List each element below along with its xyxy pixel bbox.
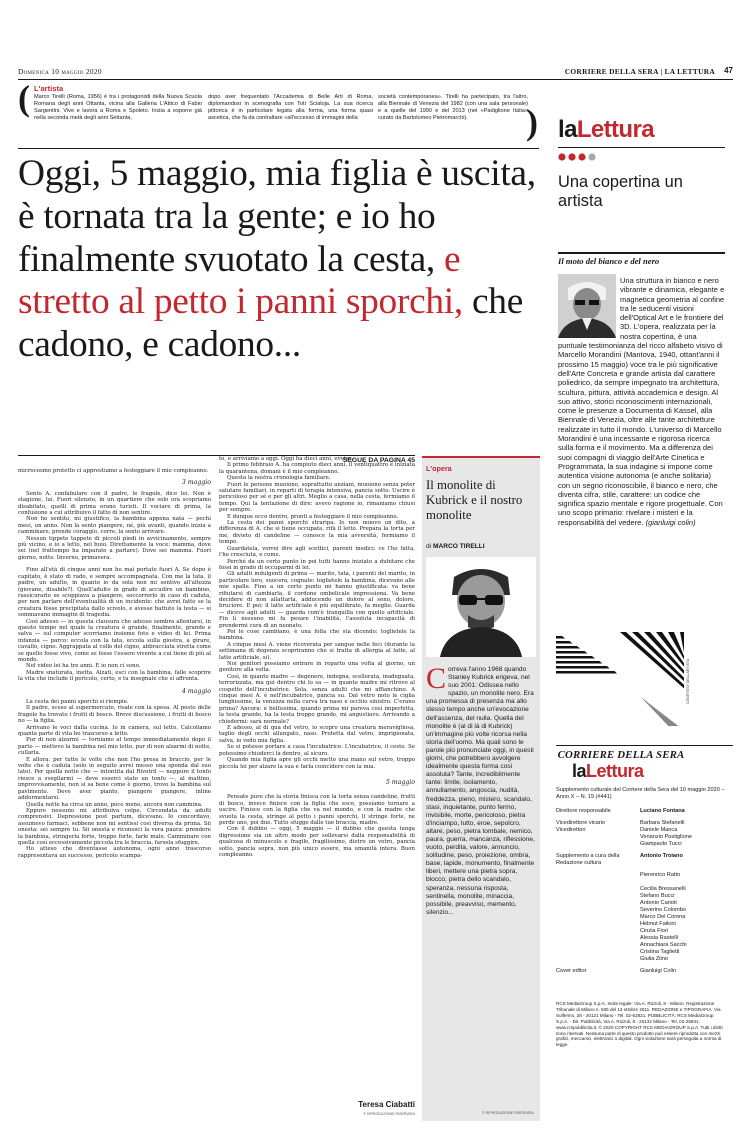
sidebar-logo-rule bbox=[558, 147, 725, 148]
opera-top-rule bbox=[422, 456, 540, 458]
sidebar-body: Una struttura in bianco e nero vibrante e dinamica, elegante e magnetica geometria al confine tra le seducenti visioni dell'Optical Art e le frontiere del 3D. L'opera, realizzata per la nostra copertina, è una puntuale testimonianza del ricco alfabeto visivo di Marcello Morandini (Mantova, 1940, ottant'anni il prossimo 15 maggio) voce tra le più significative dell'Arte Concreta e grande artista dal carattere poliedrico, da sempre impegnato tra architettura, scultura, pittura, attività accademica e design. Al suo attivo, storici riconoscimenti internazionali, come le presenze a Documenta di Kassel, alla Biennale di Venezia, oltre alle tante architetture realizzate in tutto il mondo. L'universo di Marcello Morandini è una incessante e rigorosa ricerca sulla forma e il movimento. Ma a differenza dei suoi compagni di viaggio dell'Arte Cinetica e Programmata, la sua indagine si impone come autentica visione autonoma (e anche solitaria) con un segno riconoscibile, il bianco e nero, che diventa cifra, stile, carattere: un codice che significa spazio mentale e rigore progettuale. Con uno scopo primario: rivelare i misteri e la responsabilità del vedere. (gianluigi colin) bbox=[558, 276, 725, 527]
sidebar-sub-rule bbox=[558, 252, 725, 254]
masthead-name: CORRIERE DELLA SERA bbox=[557, 749, 685, 761]
drop-cap: C bbox=[426, 662, 447, 695]
dateline: 3 maggio bbox=[181, 479, 211, 487]
masthead-roles bbox=[556, 808, 733, 980]
author-signature: Teresa Ciabatti bbox=[358, 1100, 415, 1109]
article-column-1: microcosmo protetto ci apprestiamo a festeggiare il mio compleanno. 3 maggio Sento A. confabulare con il padre, le fragole, dice lei. Non è stagione, lui. Fuori silenzio, in un quartiere che solo ora scopriamo disabitato, quelli di prima erano turisti. Il vociare di prima, la confusione a cui attribuivo il fatto di non sentire. Non ho sentito, mi giustifico, la bambina appena nata — pochi mesi, un anno. Non la sento piangere, né, più avanti, quando inizia a camminare, prende coraggio, corre, la sento arrivare. Nessun tippete tappete di piccoli piedi in avvicinamento, sempre più vicino, e io a letto, nel buio. Direttamente la voce: mamma, dove sei (nel frattempo ha imparato a parlare). Dove sei mamma. Fuori giorno, notte. Inverno, primavera. Fino all'età di cinque anni non ho mai portato fuori A. Se dopo è capitato, è stato di rado, e sempre accompagnata. Con me la tata, il padre, un adulto, in quanto io da sola non mi sentivo all'altezza (giovane, disabile?). Quell'adulto in grado di accudire un bambino, rassicurarlo se scoppiava a piangere, soccorrerlo in caso di caduta, per non parlare dell'eventualità di un incidente: che avrei fatto se la creatura fosse precipitata dallo scivolo, e avesse battuto la testa — si sommavano immagini di tragedia. Così adesso — in questa clausura che adesso sembra allentarsi, in questo tempo nel quale la creatura è grande, finalmente, grande e salva — sul computer scorriamo insieme foto e video di lei. Prima infanzia — parco: eccola con la tata, eccola sulla giostra, a girare, cavallo, cigno. Aggrappata al collo del cigno, abbracciata stretta come se quello fosse vivo, come se fosse l'essere vivente a cui tiene di più al mondo. Nel video lei ha tre anni. E io non ci sono. Madre snaturata, inetta. Alzati, esci con la bambina, falle scoprire la vita che include il pericolo, certo, e tu insegnale che si affronta. 4 maggio La cesta dei panni sporchi si riempie. Il padre, sceso al supermercato, risale con la spesa. Al posto delle fragole ha trovato i frutti di bosco. Breve discussione, i frutti di bosco no — la figlia. Arrivano le voci dalla cucina. Io in camera, sul letto. Calcoliamo quanta parte di vita ho trascorso a letto. Pur di non alzarmi — torniamo al tempo immediatamente dopo il parto — mettevo la bambina nel mio letto, pur di non alzarmi di notte, cullarla. E allora: per tutte le volte che non l'ho presa in braccio, per le volte che è caduta (solo in seguito avrei messo una sponda dal suo lato). Per quella notte che — intontita dal Rivotril — neppure il tonfo riesce a svegliarmi — deve esserci stato un tonfo —, al mattino, improvvisamente, non si sa bene come è giorno, trovo la bambina sul pavimento. Deve aver pianto, piangere piangere, inline addormentarsi. Quella notte ha circa un anno, poco meno, ancora non cammina. Eppure nessuno mi attribuiva colpe. Circondata da adulti comprensivi. Depressione post partum, dicevano. Io concordavo, assumevo farmaci, sebbene non mi sentissi così diversa da prima. Sii onesta: sei sempre tu. Sii onesta e riconosci la vera paura: prendere la bambina, stringerla forte, troppo forte, farle male. Camminare con quella così eccessivamente piccola tra le braccia, farsela sfuggire. Ho atteso che diventasse autonoma, ogni anno trascorso rappresentava un successo, pericolo scampa- bbox=[18, 468, 211, 859]
opera-text: Correva l'anno 1968 quando Stanley Kubrick erigeva, nel suo 2001: Odissea nello spazio, un monolite nero. Era una promessa di presenza ma allo stesso tempo anche un'evocazione dell'assenza, del nulla. Quella del monolite è (al di là di Kubrick) un'immagine più volte ricorsa nella storia dell'uomo. Ma quali sono le parole più pronunciate oggi, in questi giorni, che potrebbero avvolgere idealmente questa forma così assoluta? Tante, incredibilmente tante: limite, isolamento, annullamento, angoscia, nudità, freddezza, pieno, mistero, scandalo, stasi, inquietante, punto fermo, invisibile, morte, pericoloso, pietra d'inciampo, lutto, eroe, sepolcro, altare, peso, pietra tombale, nemico, paura, guerra, mancanza, riflessione, vuoto, perdita, valore, annuncio, solitudine, peso, proiezione, ombra, base, lapide, monumento, finalmente liberi, mettere una pietra sopra, blocco, pietra dello scandalo, speranza, nessuna risposta, sentinella, monolite, minaccia, possibile, preavviso, memento, silenzio... bbox=[426, 662, 535, 916]
header-date: Domenica 10 maggio 2020 bbox=[18, 67, 102, 76]
headline-tail: che cadono, e cadono... bbox=[18, 281, 523, 366]
opera-title: Il monolite di Kubrick e il nostro monolite bbox=[426, 478, 523, 522]
masthead-names: Antonio Troiano bbox=[640, 853, 683, 859]
masthead-role-row bbox=[556, 968, 733, 975]
artist-rule bbox=[18, 148, 539, 149]
opera-rights: © RIPRODUZIONE RISERVATA bbox=[482, 1111, 534, 1115]
quote-mark-open: ( bbox=[18, 78, 30, 118]
headline-red: e stretto al petto i panni sporchi, bbox=[18, 238, 463, 323]
headline bbox=[18, 153, 541, 367]
portrait-spacer bbox=[558, 276, 620, 340]
masthead-supplement: Supplemento culturale del Corriere della Sera del 10 maggio 2020 – Anno X – N. 19 (#441) bbox=[556, 787, 725, 800]
header-masthead: CORRIERE DELLA SERA | LA LETTURA bbox=[564, 67, 715, 76]
artist-col-2: dopo aver frequentato l'Accademia di Belle Arti di Roma, diplomandosi in scenografia con Toti Scialoja. La sua ricerca pittorica è in particolare legata alla forma, una forma quasi ascetica, che fa da contraltare «all'eccesso di immagini della bbox=[208, 94, 373, 121]
masthead-legal: RCS MediaGroup S.p.A. Sede legale: Via A. Rizzoli, 8 - Milano. Registrazione Tribunale di Milano n. 505 del 13 ottobre 2011. REDAZIONE e TIPOGRAFIA: Via Solferino, 28 - 20121 Milano - Tel. 02-62821. PUBBLICITÀ: RCS MediaGroup S.p.A. - Dir. Pubblicità, Via A. Rizzoli, 8 - 20132 Milano - Tel. 02-25841. www.rcspubblicita.it. © 2020 COPYRIGHT RCS MEDIAGROUP S.p.A. Tutti i diritti sono riservati. Nessuna parte di questo prodotto può essere riprodotta con mezzi grafici, meccanici, elettronici o digitali. Ogni violazione sarà perseguita a norma di legge. bbox=[556, 1001, 723, 1048]
cover-artwork bbox=[556, 632, 684, 726]
continuation-label: SEGUE DA PAGINA 45 bbox=[342, 457, 415, 464]
article-column-2: to, e arriviamo a oggi. Oggi ha dieci anni, evviva. Il primo febbraio A. ha compiuto dieci anni, il ventiquattro è iniziata la quarantena, domani è il mio compleanno. Questa la nostra cronologia familiare. Fuori le persone muoiono, soprattutto anziani, muoiono senza poter salutare familiari, in reparti di terapia intensiva, pancia sotto. Uscire è pericoloso per sé e per gli altri. Meglio a casa, nella cesta, fermiamo il tempo. Qui la tentazione di dire: avevo ragione io, rimaniamo chiusi per sempre. E dunque ecco dentro, pronti a festeggiare il mio compleanno. La cesta dei panni sporchi straripa. Io non muovo un dito, a differenza di A. che si tiene occupata, rifà il letto. Prepara la torta per me, divieto di candeline — conosce la mia avversità, fermiamo il tempo. Guardatela, vorrei dire agli scettici, parenti medici: ce l'ho fatta, l'ho cresciuta, e come. Perché da un certo punto in poi tutti hanno iniziato a dubitare che fossi in grado di occuparmi di lei. Gli adulti indulgenti di prima — marito, tata, i parenti del marito, in particolare loro, suocera, cognate: toglietele la bambina, dicevano alle mie spalle. Fino a un certo punto mi hanno giustificata: va bene rifiutarsi di cambiarla, il cordone ombelicale impressiona. Va bene decidere di non allattarla, adducendo un dolore al seno, dolore, bruciore. E poi: il latte artificiale è più equilibrato, fa meglio. Guarda — dicevo agli adulti — guarda com'è tranquilla con quello artificiale. Fin lì nessuno mi fa pesare l'inabilità, l'assoluta incapacità di prendermi cura di un neonato. Poi le cose cambiano, è una folla che sta dicendo: toglietele la bambina. A cinque mesi A. viene ricoverata per sangue nelle feci (durante la settimana di degenza scopriranno che si tratta di allergia al latte, al latte artificiale, sì). Noi genitori possiamo entrare in reparto una volta al giorno, un genitore alla volta. Così, in quanto madre — degenere, indegna, scellerata, inadeguata, terrorizzata, ma qui dentro chi lo sa — in quanto madre mi ritrovo al cospetto dell'incubatrice. Sola, senza adulti che mi affianchino. A cinque mesi A. è nell'incubatrice, pancia su. Dal vetro noto le ciglia lunghissime, la venuzza nella curva tra naso e occhio sinistro. C'erano prima? Ancora: è bellissima, quando prima mi pareva così imperfetta, la testa grande, ha la testa troppo grande, mi angustiavo. Arrivando a chiedermi: sarà normale? E adesso, al di qua del vetro, io scopro una creatura meravigliosa, taglio degli occhi allungato, naso. Protetta dal vetro, imprigionata, salva, io vedo mia figlia. Se si potesse portare a casa l'incubatrice. L'incubatrice, il cesto. Se potessimo chiuderci là dentro, al sicuro. Quando mia figlia apre gli occhi metto una mano sul vetro, troppo piccola lei per alzare la sua e farla coincidere con la mia. 5 maggio Pensate pure che la storia finisca con la torta senza candeline, frutti di bosco, invece finisce con la figlia che esce, possiamo tornare a uscire. Finisce con la figlia che va nel mondo, e con la madre che svuota la cesta, stringe al petto i panni sporchi, li stringe forte, ne perde uno, poi due. Tutto sfugge dalle tue braccia, madre. Con il dubbio — oggi, 5 maggio — il dubbio che questa lunga digressione sia un altro modo per sollevarsi dalla responsabilità di qualcosa di minuscolo e fragile, fragilissimo, dietro un vetro, pancia sotto, pancia sopra, non più unico essere, ma umanità intera. Buon compleanno. bbox=[219, 456, 415, 858]
masthead-names: Barbara Stefanelli Daniele Manca Venanzio Postiglione Giampaolo Tucci bbox=[640, 820, 692, 847]
artwork-credit: COURTESY DELL'ARTISTA bbox=[686, 658, 690, 704]
dateline: 4 maggio bbox=[181, 687, 211, 695]
masthead-role-row bbox=[556, 820, 733, 848]
page-number: 47 bbox=[724, 66, 733, 75]
masthead-role bbox=[556, 872, 640, 963]
masthead-role-row bbox=[556, 808, 733, 815]
sidebar-subtitle: Il moto del bianco e del nero bbox=[558, 256, 660, 266]
artist-col-3: società contemporanea». Tirelli ha partecipato, tra l'altro, alla Biennale di Venezia del 1982 (con una sala personale) e a quelle del 1990 e del 2013 (nel «Padiglione Italia» curato da Bartolomeo Pietromarchi). bbox=[378, 94, 528, 121]
opera-box bbox=[422, 456, 540, 1121]
artist-box bbox=[18, 78, 539, 144]
masthead-role-row bbox=[556, 872, 733, 963]
masthead-box bbox=[556, 745, 733, 1121]
masthead-role: Cover editor bbox=[556, 968, 587, 974]
headline-black: Oggi, 5 maggio, mia figlia è uscita, è tornata tra la gente; e io ho finalmente svuotato la cesta, bbox=[18, 153, 536, 280]
masthead-names: Pierenrico Ratto Cecilia Bressanelli Stefano Bucci Antonio Carioti Severino Colombo Marco Del Corona Helmut Failoni Cinzia Fiori Alessia Rastelli Annachiara Sacchi Cristina Taglietti Giulia Ziino bbox=[640, 872, 687, 962]
masthead-role: Vicedirettore vicario Vicedirettori bbox=[556, 820, 606, 833]
masthead-role-row bbox=[556, 853, 733, 867]
dateline: 5 maggio bbox=[385, 778, 415, 786]
opera-byline: di MARCO TIRELLI bbox=[426, 543, 485, 550]
artist-col-1: Marco Tirelli (Roma, 1956) è tra i protagonisti della Nuova Scuola Romana degli anni Ottanta, vicina alla Galleria L'Attico di Fabio Sargentini. Vive e lavora a Roma e Spoleto. Inizia a esporre già nella seconda metà degli anni Settanta, bbox=[34, 94, 202, 121]
masthead-names: Luciano Fontana bbox=[640, 808, 685, 814]
masthead-names: Gianluigi Colin bbox=[640, 968, 677, 974]
masthead-logo: laLettura bbox=[572, 761, 644, 781]
article-rights: © RIPRODUZIONE RISERVATA bbox=[363, 1112, 415, 1116]
page-header bbox=[18, 64, 733, 78]
author-portrait bbox=[426, 557, 536, 657]
masthead-role: Direttore responsabile bbox=[556, 808, 611, 814]
sidebar-dots bbox=[558, 152, 598, 162]
opera-kicker: L'opera bbox=[426, 464, 452, 473]
sidebar-section-title: Una copertina un artista bbox=[558, 173, 683, 210]
masthead-role: Supplemento a cura della Redazione cultura bbox=[556, 853, 620, 866]
sidebar bbox=[549, 84, 733, 737]
masthead-top-rule bbox=[556, 745, 733, 746]
header-rule bbox=[18, 79, 733, 80]
quote-mark-close: ) bbox=[526, 102, 538, 142]
sidebar-logo: laLettura bbox=[558, 116, 654, 143]
artist-label: L'artista bbox=[34, 84, 64, 93]
